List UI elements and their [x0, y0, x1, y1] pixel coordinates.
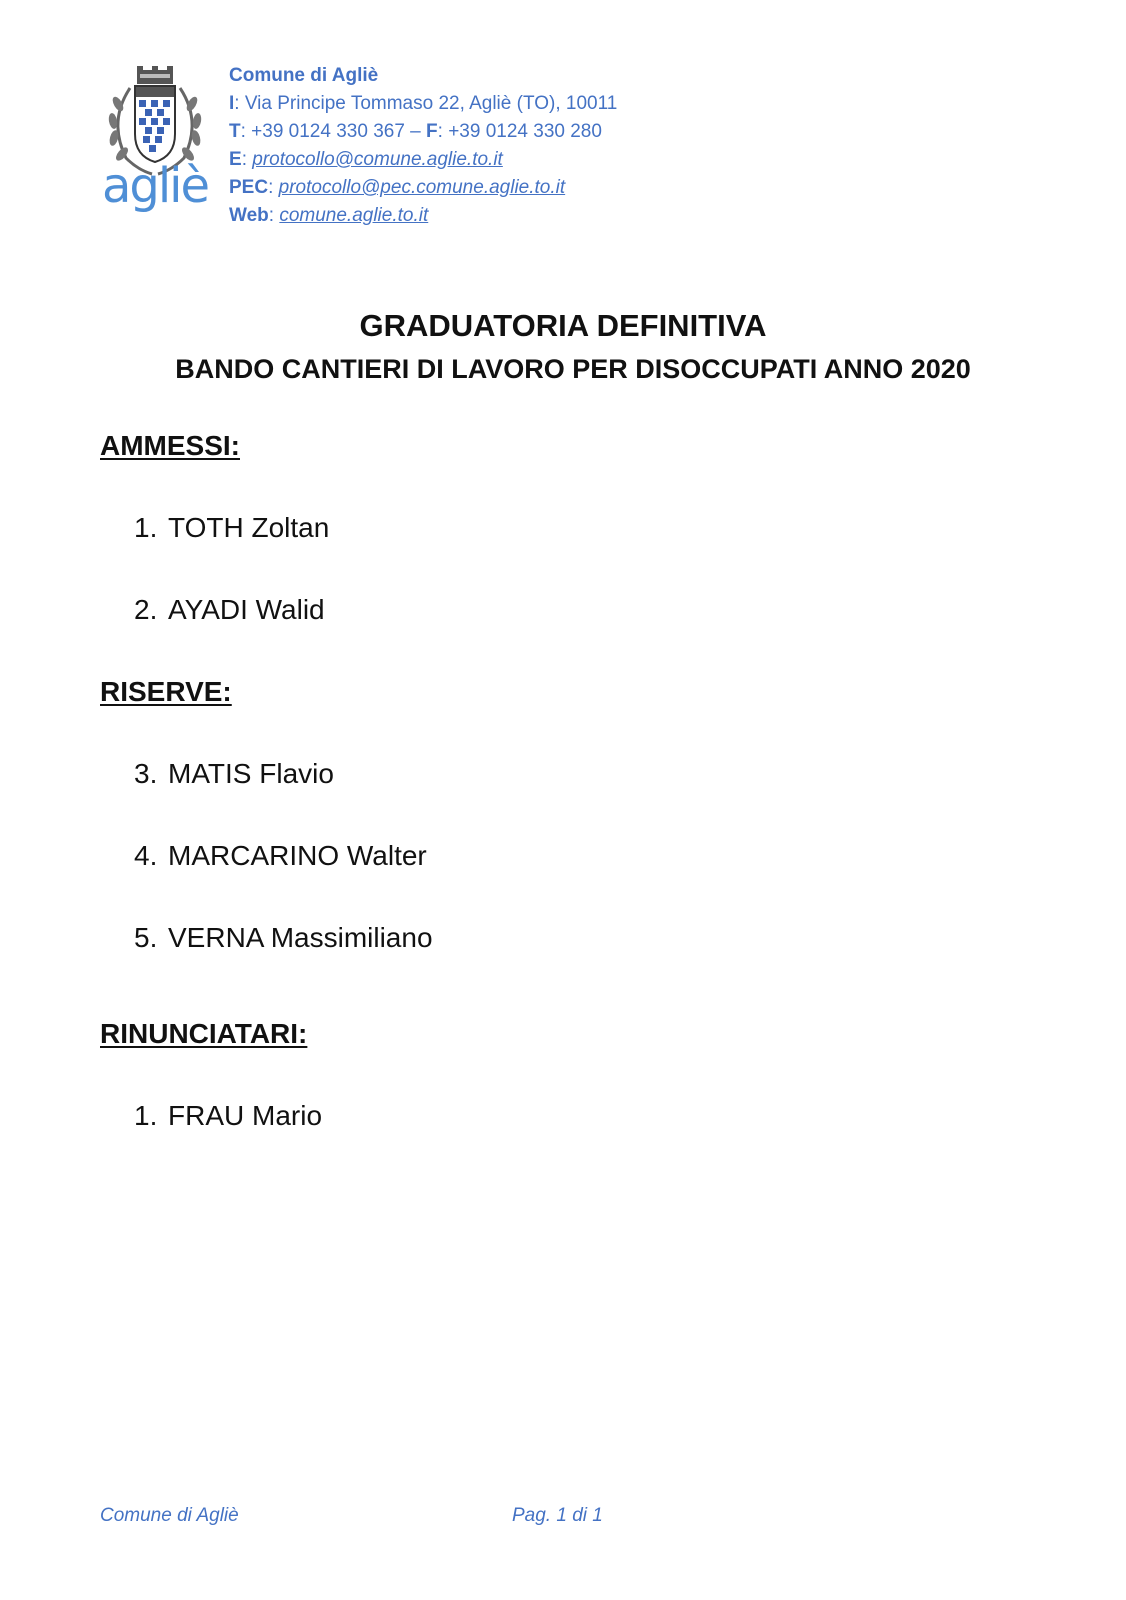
pec-line: PEC: protocollo@pec.comune.aglie.to.it: [229, 177, 566, 198]
phone-value: : +39 0124 330 367 –: [240, 121, 427, 142]
section-heading-riserve: RISERVE:: [100, 676, 232, 707]
list-item-name: MATIS Flavio: [168, 758, 334, 789]
list-item-number: 4.: [134, 840, 158, 871]
list-item-number: 1.: [134, 1100, 158, 1131]
letterhead: [229, 62, 617, 230]
list-item-number: 3.: [134, 758, 158, 789]
email-label: E: [229, 149, 242, 170]
list-item: [134, 922, 433, 954]
list-item-name: TOTH Zoltan: [168, 512, 330, 543]
phone-line: [229, 118, 617, 146]
section-heading-rinunciatari: RINUNCIATARI:: [100, 1018, 308, 1049]
list-item: [134, 758, 334, 790]
document-title: GRADUATORIA DEFINITIVA: [359, 308, 767, 343]
address-value: : Via Principe Tommaso 22, Agliè (TO), 10011: [234, 93, 618, 114]
email-link[interactable]: protocollo@comune.aglie.to.it: [252, 149, 503, 170]
logo-wordmark: agliè: [101, 158, 209, 214]
organization-name: Comune di Agliè: [229, 65, 379, 86]
footer-page-number: Pag. 1 di 1: [512, 1505, 603, 1526]
list-item: [134, 1100, 322, 1132]
list-item-name: VERNA Massimiliano: [168, 922, 433, 953]
web-line: Web: comune.aglie.to.it: [229, 205, 429, 226]
list-item-name: MARCARINO Walter: [168, 840, 427, 871]
web-link[interactable]: comune.aglie.to.it: [279, 205, 429, 226]
section-heading-ammessi: AMMESSI:: [100, 430, 240, 461]
email-line: E: protocollo@comune.aglie.to.it: [229, 149, 503, 170]
footer-organization: Comune di Agliè: [100, 1505, 239, 1526]
pec-label: PEC: [229, 177, 269, 198]
list-item-number: 1.: [134, 512, 158, 543]
list-item-name: AYADI Walid: [168, 594, 325, 625]
list-item-number: 5.: [134, 922, 158, 953]
web-label: Web: [229, 205, 269, 226]
fax-value: : +39 0124 330 280: [437, 121, 602, 142]
phone-label: T: [229, 121, 241, 142]
fax-label: F: [426, 121, 438, 142]
address-label: I: [229, 93, 235, 114]
list-item: [134, 594, 325, 626]
list-item-number: 2.: [134, 594, 158, 625]
pec-link[interactable]: protocollo@pec.comune.aglie.to.it: [278, 177, 566, 198]
document-subtitle: BANDO CANTIERI DI LAVORO PER DISOCCUPATI ANNO 2020: [175, 354, 971, 384]
list-item: [134, 840, 427, 872]
address-line: [229, 90, 617, 118]
list-item-name: FRAU Mario: [168, 1100, 323, 1131]
municipality-logo: [100, 66, 210, 236]
list-item: [134, 512, 329, 544]
